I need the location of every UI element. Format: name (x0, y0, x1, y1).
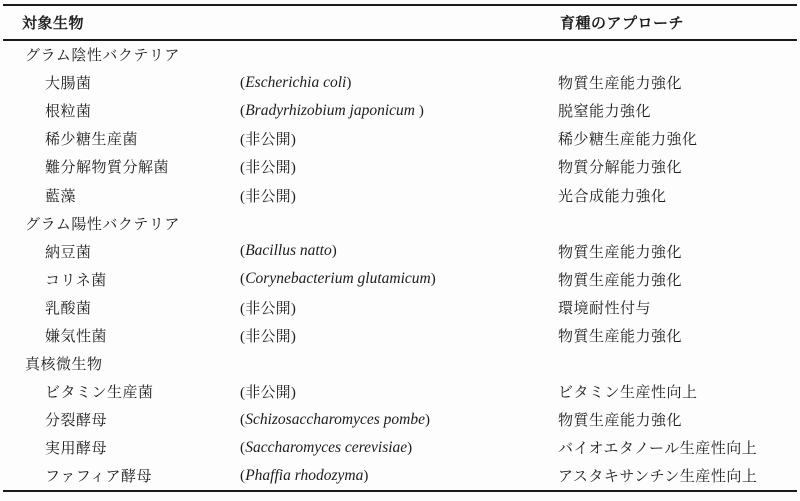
species-name: Escherichia coli (245, 73, 347, 91)
breeding-approach: 環境耐性付与 (558, 300, 652, 317)
paren-open: ( (240, 188, 246, 205)
breeding-approach: 光合成能力強化 (558, 188, 667, 205)
organism-name: 根粒菌 (45, 104, 92, 121)
breeding-approach: 物質生産能力強化 (558, 328, 683, 345)
species-cell (240, 102, 558, 120)
species-name: 非公開 (245, 300, 291, 317)
paren-open: ( (240, 411, 246, 428)
organism-name: 嫌気性菌 (45, 328, 108, 345)
breeding-approach: ビタミン生産性向上 (558, 385, 698, 402)
category-row (3, 41, 797, 69)
paren-open: ( (240, 467, 246, 484)
organism-name: 乳酸菌 (45, 300, 92, 317)
species-name: 非公開 (245, 132, 291, 149)
paren-open: ( (240, 328, 246, 345)
species-name: 非公開 (245, 188, 291, 205)
breeding-approach: バイオエタノール生産性向上 (558, 441, 758, 458)
paren-open: ( (240, 300, 246, 317)
species-name: Bradyrhizobium japonicum (245, 101, 419, 119)
paren-close: ) (418, 102, 425, 119)
species-cell (240, 325, 558, 346)
species-cell (240, 74, 558, 92)
table-row (3, 321, 797, 349)
table-header-row (3, 6, 797, 39)
paren-close: ) (363, 467, 369, 484)
species-name: 非公開 (245, 160, 291, 177)
species-cell (240, 156, 558, 177)
category-label: グラム陰性バクテリア (25, 48, 180, 65)
organism-name: 稀少糖生産菌 (45, 132, 139, 149)
species-name: Bacillus natto (245, 242, 332, 260)
species-cell (240, 297, 558, 318)
paren-open: ( (240, 243, 246, 260)
table-row (3, 462, 797, 490)
paren-open: ( (240, 439, 246, 456)
table-row (3, 181, 797, 209)
species-name: Schizosaccharomyces pombe (245, 410, 425, 428)
organism-breeding-table (3, 4, 797, 492)
category-row (3, 209, 797, 237)
paren-open: ( (240, 160, 246, 177)
table-row (3, 125, 797, 153)
paren-close: ) (346, 74, 352, 91)
breeding-approach: 物質生産能力強化 (558, 413, 683, 430)
species-cell (240, 439, 558, 457)
paren-close: ) (290, 300, 297, 317)
breeding-approach: 脱窒能力強化 (558, 104, 652, 121)
breeding-approach: アスタキサンチン生産性向上 (558, 469, 758, 486)
table-row (3, 237, 797, 265)
header-approach: 育種のアプローチ (560, 15, 685, 32)
species-cell (240, 242, 558, 260)
paren-close: ) (290, 160, 297, 177)
table-row (3, 434, 797, 462)
organism-name: ビタミン生産菌 (45, 385, 154, 402)
table-bottom-rule (3, 490, 797, 492)
species-name: 非公開 (245, 385, 291, 402)
organism-name: 分裂酵母 (45, 413, 108, 430)
organism-name: 藍藻 (45, 188, 77, 205)
organism-name: 大腸菌 (45, 76, 92, 93)
table-row (3, 406, 797, 434)
table-row (3, 153, 797, 181)
table-row (3, 293, 797, 321)
species-cell (240, 185, 558, 206)
species-name: 非公開 (245, 328, 291, 345)
category-label: グラム陽性バクテリア (25, 216, 180, 233)
organism-name: ファフィア酵母 (45, 469, 153, 486)
species-cell (240, 270, 558, 288)
breeding-approach: 稀少糖生産能力強化 (558, 132, 698, 149)
paren-close: ) (430, 271, 436, 288)
header-organism: 対象生物 (22, 15, 85, 32)
paren-close: ) (290, 132, 297, 149)
paren-close: ) (290, 188, 297, 205)
organism-name: 難分解物質分解菌 (45, 160, 170, 177)
organism-name: 納豆菌 (45, 244, 92, 261)
breeding-approach: 物質分解能力強化 (558, 160, 683, 177)
species-name: Phaffia rhodozyma (245, 466, 364, 484)
organism-name: コリネ菌 (45, 272, 107, 289)
species-name: Saccharomyces cerevisiae (245, 438, 408, 456)
table-row (3, 97, 797, 125)
paren-open: ( (240, 74, 246, 91)
species-cell (240, 411, 558, 429)
organism-name: 実用酵母 (45, 441, 108, 458)
table-row (3, 69, 797, 97)
paren-close: ) (407, 439, 413, 456)
paren-open: ( (240, 132, 246, 149)
breeding-approach: 物質生産能力強化 (558, 244, 683, 261)
paren-open: ( (240, 385, 246, 402)
category-label: 真核微生物 (25, 357, 103, 374)
species-cell (240, 128, 558, 149)
table-body (3, 41, 797, 491)
paren-close: ) (290, 385, 297, 402)
paren-close: ) (331, 243, 337, 260)
breeding-approach: 物質生産能力強化 (558, 272, 683, 289)
category-row (3, 350, 797, 378)
paren-close: ) (290, 328, 297, 345)
table-row (3, 378, 797, 406)
paren-open: ( (240, 102, 246, 119)
paren-close: ) (424, 411, 431, 428)
table-row (3, 265, 797, 293)
species-cell (240, 467, 558, 485)
paren-open: ( (240, 271, 246, 288)
breeding-approach: 物質生産能力強化 (558, 76, 683, 93)
species-name: Corynebacterium glutamicum (245, 270, 431, 288)
species-cell (240, 381, 558, 402)
